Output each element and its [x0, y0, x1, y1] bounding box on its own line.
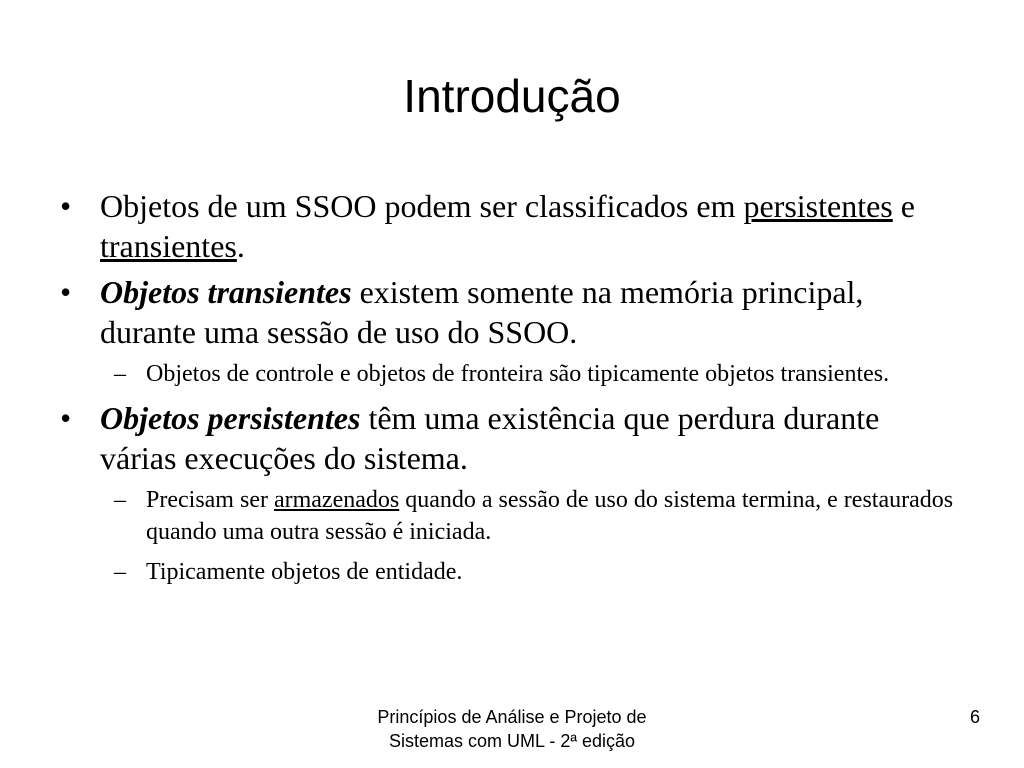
sub-bullet-marker: – — [114, 487, 126, 513]
page-number: 6 — [969, 707, 980, 727]
sub-bullet-text: Objetos de controle e objetos de fronteira são tipicamente objetos transientes. — [146, 361, 890, 387]
sub-bullet-item — [60, 556, 960, 588]
bullet-item — [60, 186, 960, 266]
sub-bullet-text: Tipicamente objetos de entidade. — [146, 559, 463, 585]
footer-line: Sistemas com UML - 2ª edição — [388, 731, 636, 751]
bullet-text: têm uma existência que perdura durante várias execuções do sistema. — [100, 400, 880, 476]
underlined-term: armazenados — [273, 487, 400, 513]
sub-bullet-text: Precisam ser — [146, 487, 274, 513]
bullet-marker: • — [60, 400, 72, 436]
bullet-item — [60, 272, 960, 352]
bullet-text: . — [236, 228, 245, 264]
bullet-text: e — [892, 188, 915, 224]
footer-line: Princípios de Análise e Projeto de — [377, 707, 647, 727]
underlined-term: persistentes — [743, 188, 893, 224]
underlined-term: transientes — [100, 228, 237, 264]
bullet-text: Objetos de um SSOO podem ser classificados em — [100, 188, 744, 224]
bullet-marker: • — [60, 274, 72, 310]
bullet-item — [60, 398, 960, 478]
slide-footer — [312, 705, 712, 753]
bullet-marker: • — [60, 188, 72, 224]
slide-title: Introdução — [403, 70, 621, 122]
sub-bullet-text: quando a sessão de uso do sistema termina, e restaurados quando uma outra sessão é iniciada. — [146, 487, 954, 545]
sub-bullet-item — [60, 358, 960, 390]
slide-content — [60, 186, 960, 596]
emphasized-term: Objetos transientes — [100, 274, 352, 310]
emphasized-term: Objetos persistentes — [100, 400, 361, 436]
sub-bullet-marker: – — [114, 559, 126, 585]
sub-bullet-marker: – — [114, 361, 126, 387]
bullet-text: existem somente na memória principal, durante uma sessão de uso do SSOO. — [100, 274, 864, 350]
sub-bullet-item — [60, 484, 960, 548]
